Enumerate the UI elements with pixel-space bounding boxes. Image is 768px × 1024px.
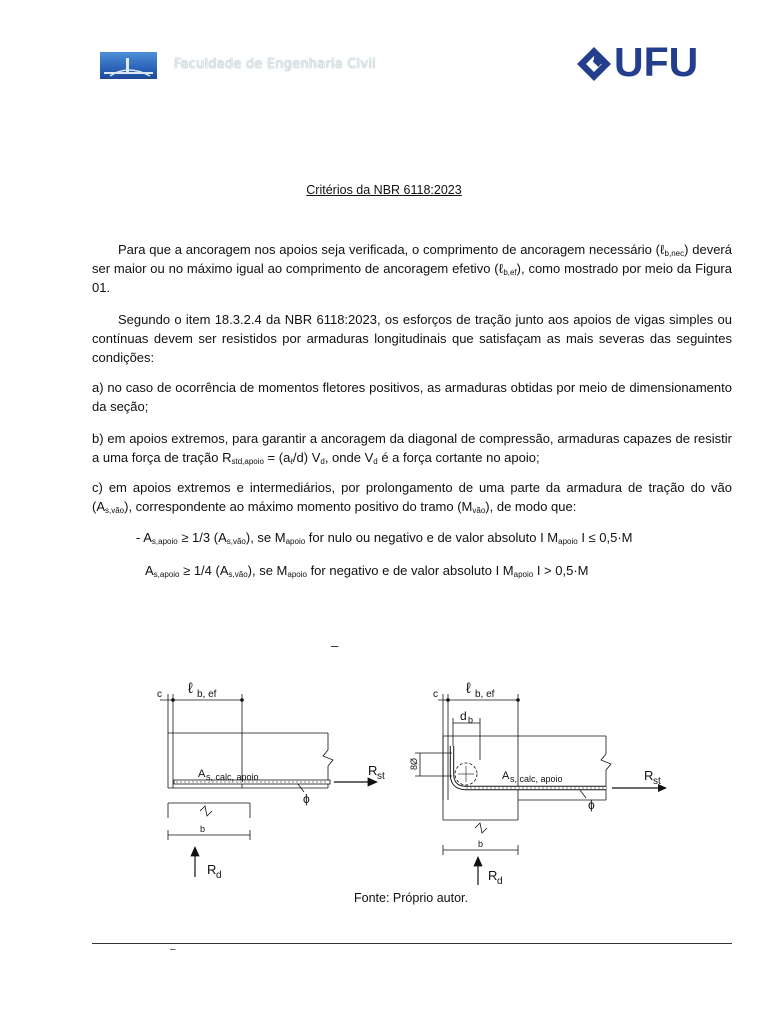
diagram-hook-anchorage	[409, 680, 630, 887]
label-right-8phi: 8Ø	[409, 757, 419, 770]
paragraph-condition-c: c) em apoios extremos e intermediários, por prolongamento de uma parte da armadura de tração do vão $(A_{s,vão})$, correspondente ao máximo momento positivo do tramo $(M_{vão})$, de modo que:	[92, 480, 732, 515]
label-left-phi: ϕ	[303, 792, 310, 806]
label-right-b: b	[478, 839, 484, 849]
label-left-b: b	[200, 824, 206, 834]
label-right-db: d	[460, 709, 467, 723]
label-right-rst-sub: st	[653, 776, 661, 787]
page-title: Critérios da NBR 6118:2023	[306, 183, 462, 197]
label-left-rst-sub: st	[377, 771, 385, 782]
anchorage-figure	[150, 670, 630, 892]
label-right-rst: R	[644, 768, 654, 783]
label-left-rd-sub: d	[216, 870, 222, 881]
right-rst-arrow-head	[630, 760, 690, 820]
label-right-rd: R	[488, 868, 498, 883]
figure-caption: Fonte: Próprio autor.	[354, 891, 468, 905]
footer-divider	[92, 943, 732, 944]
label-left-lb: ℓ	[188, 680, 193, 697]
label-left-rst: R	[368, 763, 378, 778]
label-right-db-sub: b	[468, 715, 474, 725]
formula-one-quarter: $A_{s,apoio} \ge 1/4$ $(A_{s,vão})$, se $M_{apoio}$ for negativo e de valor absoluto I $M_{apoio}$ I > 0,5·M	[145, 563, 589, 579]
paragraph-anchorage-intro: Para que a ancoragem nos apoios seja verificada, o comprimento de ancoragem necessário (ℓ$_{b,nec}$) deverá ser maior ou no máximo igual ao comprimento de ancoragem efetivo (ℓ$_{b,ef}$), como mostrado por meio da Figura 01.	[92, 242, 732, 295]
label-left-rd: R	[207, 862, 217, 877]
ufu-logo-text: UFU	[614, 39, 699, 85]
faculty-name: Faculdade de Engenharia Civil	[174, 57, 376, 72]
label-right-phi: ϕ	[588, 798, 595, 812]
label-right-lb: ℓ	[466, 680, 471, 697]
label-right-as: A	[502, 770, 510, 782]
label-right-rd-sub: d	[497, 876, 503, 887]
faculty-logo-icon	[100, 52, 157, 79]
label-left-as: A	[198, 768, 206, 780]
paragraph-condition-b: b) em apoios extremos, para garantir a ancoragem da diagonal de compressão, armaduras capazes de resistir a uma força de tração $R_{std,apoio} = (a_\ell/d)$ $V_d$, onde $V_d$ é a força cortante no apoio;	[92, 431, 732, 466]
formula-one-third: - $A_{s,apoio} \ge 1/3$ $(A_{s,vão})$, se $M_{apoio}$ for nulo ou negativo e de valor absoluto I $M_{apoio}$ I ≤ 0,5·M	[136, 530, 633, 546]
diagram-straight-anchorage	[157, 680, 385, 881]
label-left-c: c	[157, 689, 162, 700]
paragraph-nbr-item: Segundo o item 18.3.2.4 da NBR 6118:2023, os esforços de tração junto aos apoios de vigas simples ou contínuas devem ser resistidos por armaduras longitudinais que satisfaçam as mais severas das seguintes condições:	[92, 312, 732, 365]
footer-dash: –	[170, 944, 176, 955]
stray-dash: –	[331, 638, 339, 653]
label-left-as-sub: s, calc, apoio	[206, 772, 259, 782]
faculty-logo	[100, 52, 157, 79]
label-right-lb-sub: b, ef	[475, 689, 495, 700]
paragraph-condition-a: a) no caso de ocorrência de momentos fletores positivos, as armaduras obtidas por meio de dimensionamento da seção;	[92, 380, 732, 414]
label-left-lb-sub: b, ef	[197, 689, 217, 700]
label-right-c: c	[433, 689, 438, 700]
label-right-as-sub: s, calc, apoio	[510, 774, 563, 784]
